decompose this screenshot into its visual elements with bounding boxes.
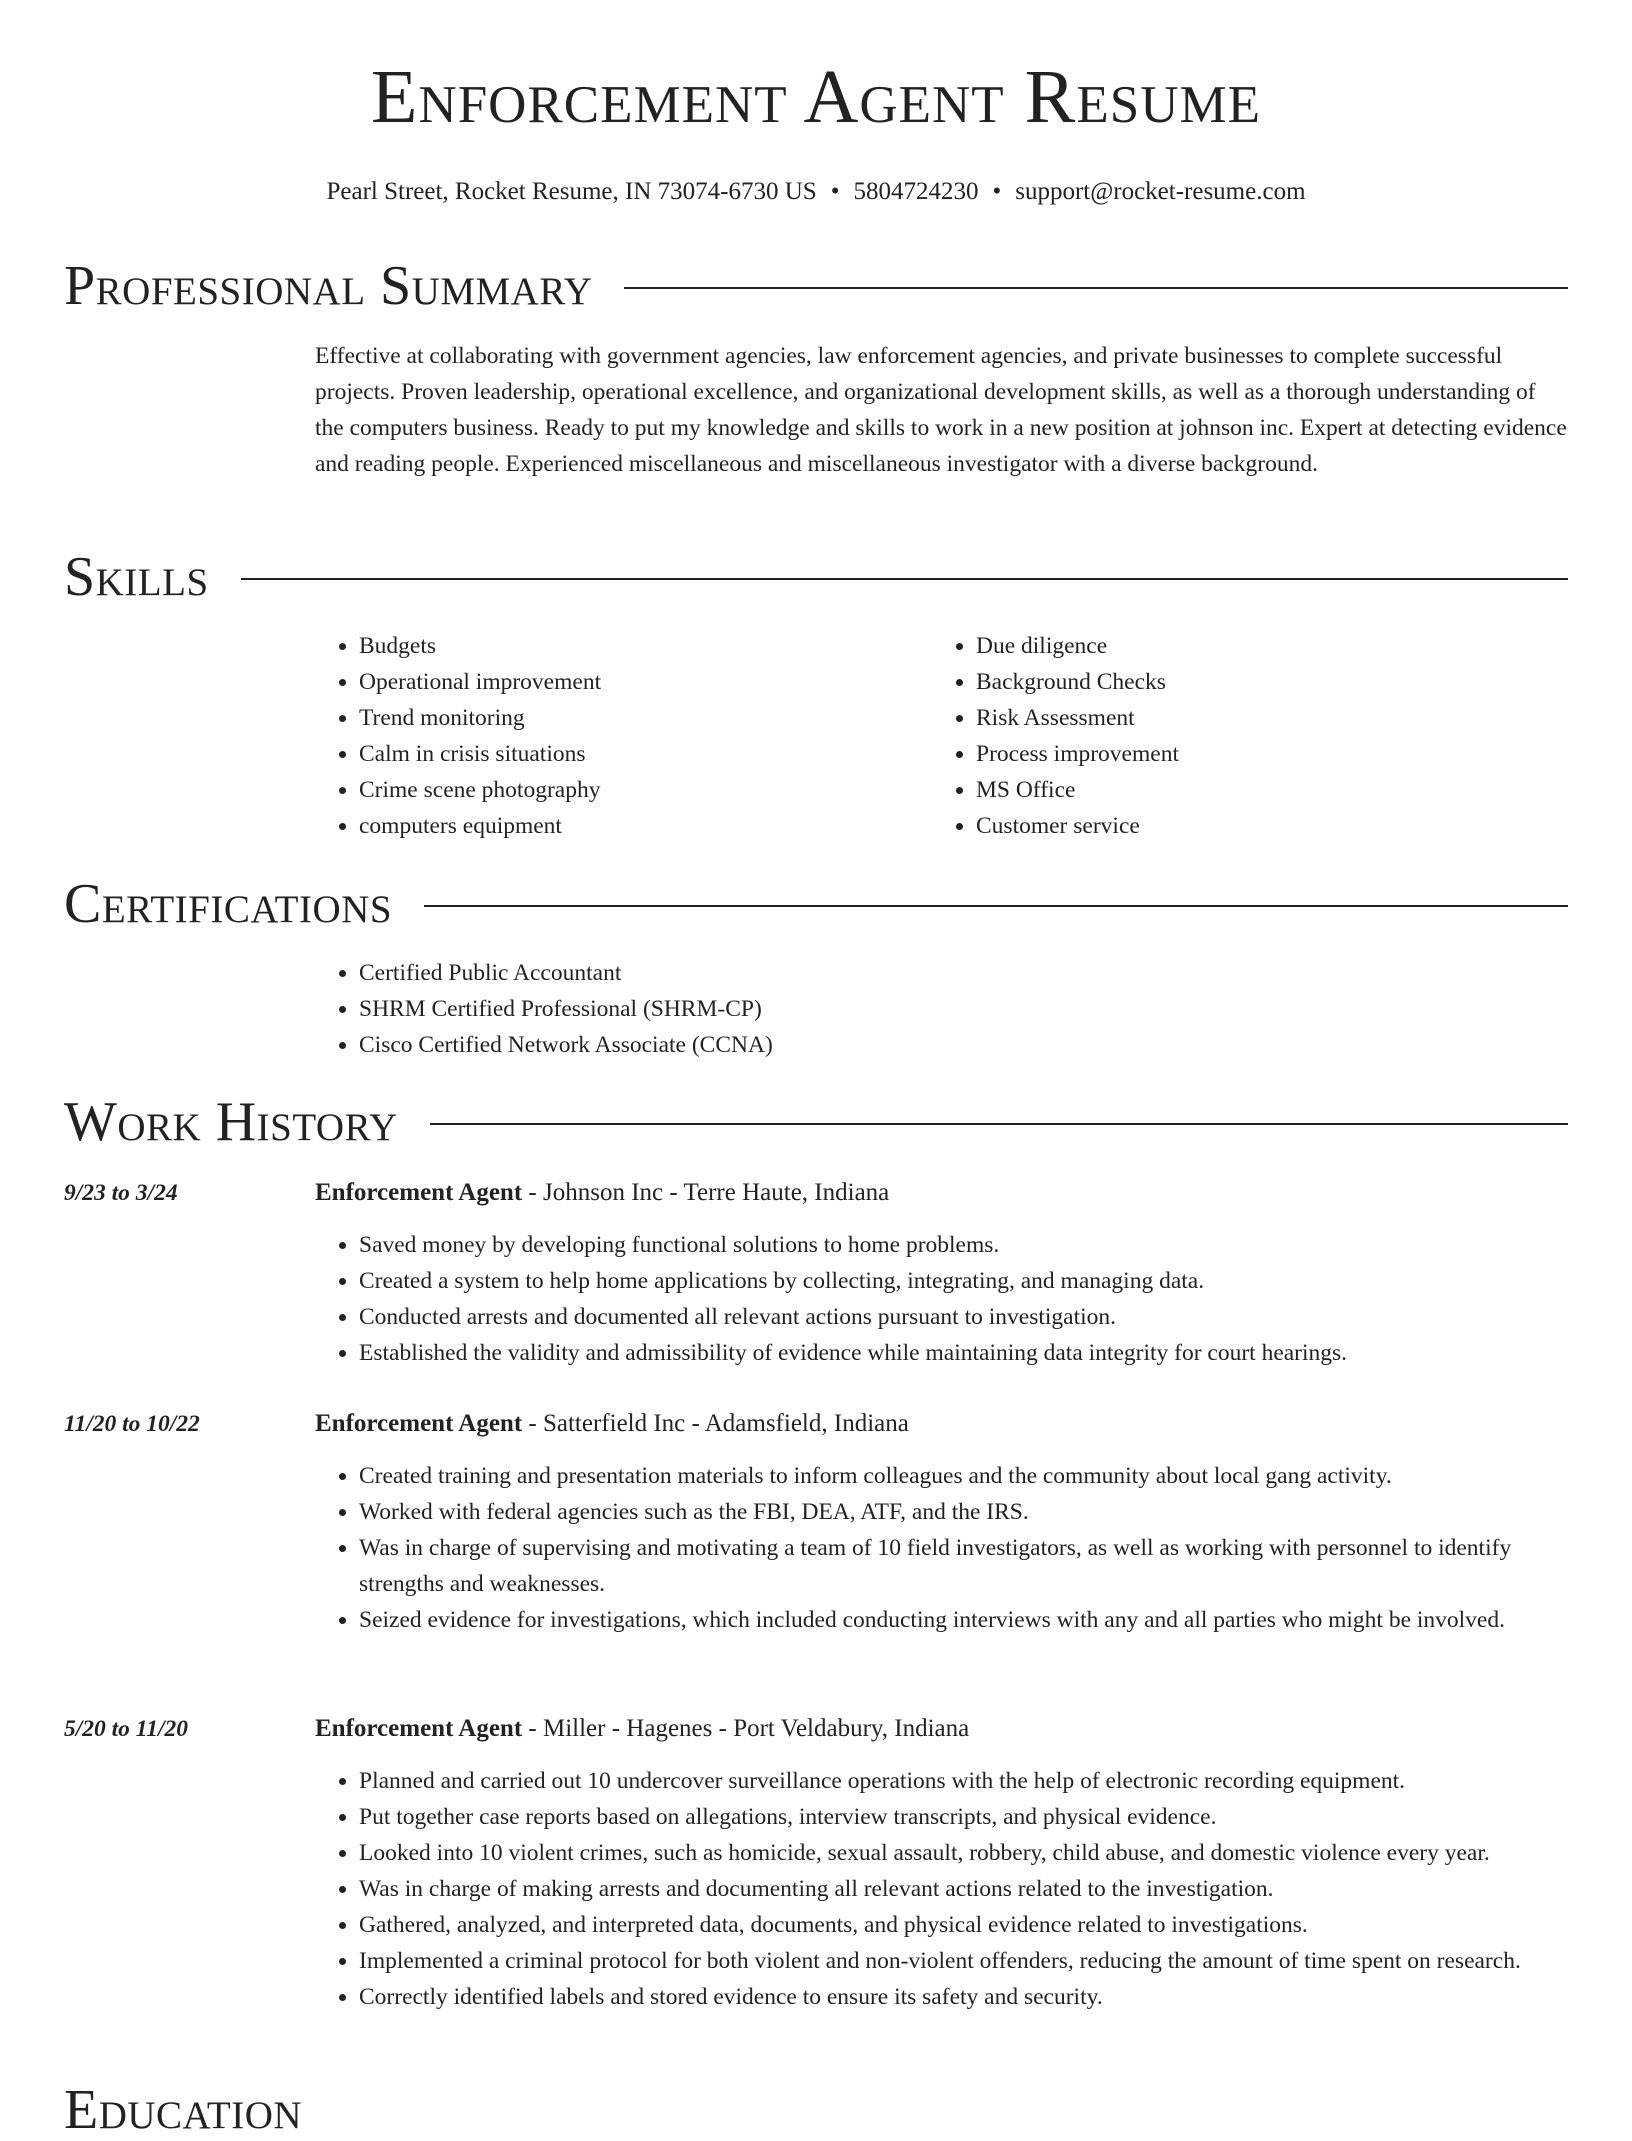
job-employer: - Miller - Hagenes - Port Veldabury, Indiana: [522, 1715, 970, 1742]
job-bullet: • Looked into 10 violent crimes, such as homicide, sexual assault, robbery, child abuse, and domestic violence every year.: [359, 1835, 1568, 1871]
skill-item: • Crime scene photography: [359, 772, 932, 808]
job-entry: [315, 1711, 1568, 2015]
job-bullet: • Established the validity and admissibility of evidence while maintaining data integrity for court hearings.: [359, 1335, 1568, 1371]
job-bullet: • Created a system to help home applications by collecting, integrating, and managing data.: [359, 1263, 1568, 1299]
job-header: [315, 1711, 1568, 1747]
summary-section-heading: [64, 255, 1568, 317]
skill-item: • Trend monitoring: [359, 700, 932, 736]
certifications-heading: Certifications: [64, 873, 393, 935]
job-bullet: • Worked with federal agencies such as the FBI, DEA, ATF, and the IRS.: [359, 1494, 1568, 1530]
job-entry: [315, 1406, 1568, 1638]
skill-item: • Background Checks: [976, 664, 1549, 700]
skill-item: • Due diligence: [976, 628, 1549, 664]
section-divider: [241, 578, 1568, 580]
job-bullet: • Implemented a criminal protocol for both violent and non-violent offenders, reducing the amount of time spent on research.: [359, 1943, 1568, 1979]
job-bullet: • Was in charge of making arrests and documenting all relevant actions related to the investigation.: [359, 1871, 1568, 1907]
certification-item: • Certified Public Accountant: [359, 955, 1568, 991]
contact-separator: •: [992, 178, 1002, 205]
education-heading: Education: [64, 2079, 303, 2141]
job-bullet: • Correctly identified labels and stored evidence to ensure its safety and security.: [359, 1979, 1568, 2015]
skill-item: • Operational improvement: [359, 664, 932, 700]
skill-item: • computers equipment: [359, 808, 932, 844]
job-entry: [315, 1175, 1568, 1371]
contact-separator: •: [830, 178, 840, 205]
job-bullet: • Was in charge of supervising and motivating a team of 10 field investigators, as well as working with personnel to identify strengths and weaknesses.: [359, 1530, 1568, 1602]
summary-text: Effective at collaborating with government agencies, law enforcement agencies, and private businesses to complete successful projects. Proven leadership, operational excellence, and organizational development skills, as well as a thorough understanding of the computers business. Ready to put my knowledge and skills to work in a new position at johnson inc. Expert at detecting evidence and reading people. Experienced miscellaneous and miscellaneous investigator with a diverse background.: [315, 343, 1567, 477]
skill-item: • Calm in crisis situations: [359, 736, 932, 772]
education-section-heading: [64, 2079, 1568, 2141]
job-bullet: • Gathered, analyzed, and interpreted data, documents, and physical evidence related to investigations.: [359, 1907, 1568, 1943]
contact-line: [64, 174, 1568, 210]
skills-column-left: [315, 628, 932, 844]
work-heading: Work History: [64, 1091, 398, 1153]
work-section-heading: [64, 1091, 1568, 1153]
contact-email: support@rocket-resume.com: [1015, 178, 1306, 205]
job-header: [315, 1175, 1568, 1211]
job-employer: - Satterfield Inc - Adamsfield, Indiana: [522, 1410, 909, 1437]
certifications-list: [315, 955, 1568, 1063]
job-bullet: • Created training and presentation materials to inform colleagues and the community about local gang activity.: [359, 1458, 1568, 1494]
skills-section-heading: [64, 546, 1568, 608]
job-bullet: • Put together case reports based on allegations, interview transcripts, and physical evidence.: [359, 1799, 1568, 1835]
job-title: Enforcement Agent: [315, 1715, 523, 1742]
skill-item: • Budgets: [359, 628, 932, 664]
job-bullet: • Conducted arrests and documented all relevant actions pursuant to investigation.: [359, 1299, 1568, 1335]
section-divider: [624, 287, 1568, 289]
section-divider: [424, 905, 1568, 907]
section-divider: [430, 1123, 1568, 1125]
contact-phone: 5804724230: [853, 178, 979, 205]
skills-heading: Skills: [64, 546, 209, 608]
job-bullet: • Planned and carried out 10 undercover surveillance operations with the help of electronic recording equipment.: [359, 1763, 1568, 1799]
job-title: Enforcement Agent: [315, 1179, 523, 1206]
skill-item: • MS Office: [976, 772, 1549, 808]
contact-address: Pearl Street, Rocket Resume, IN 73074-6730 US: [326, 178, 817, 205]
job-dates: 11/20 to 10/22: [64, 1411, 200, 1437]
job-employer: - Johnson Inc - Terre Haute, Indiana: [522, 1179, 890, 1206]
resume-title: Enforcement Agent Resume: [371, 55, 1261, 139]
certification-item: • Cisco Certified Network Associate (CCNA): [359, 1027, 1568, 1063]
skill-item: • Customer service: [976, 808, 1549, 844]
job-bullet: • Seized evidence for investigations, which included conducting interviews with any and all parties who might be involved.: [359, 1602, 1568, 1638]
skill-item: • Process improvement: [976, 736, 1549, 772]
job-dates: 9/23 to 3/24: [64, 1180, 178, 1206]
skills-list: [315, 628, 1568, 844]
job-title: Enforcement Agent: [315, 1410, 523, 1437]
job-bullet: • Saved money by developing functional solutions to home problems.: [359, 1227, 1568, 1263]
certifications-section-heading: [64, 873, 1568, 935]
certification-item: • SHRM Certified Professional (SHRM-CP): [359, 991, 1568, 1027]
skill-item: • Risk Assessment: [976, 700, 1549, 736]
job-header: [315, 1406, 1568, 1442]
skills-column-right: [932, 628, 1549, 844]
summary-heading: Professional Summary: [64, 255, 593, 317]
job-dates: 5/20 to 11/20: [64, 1716, 189, 1742]
